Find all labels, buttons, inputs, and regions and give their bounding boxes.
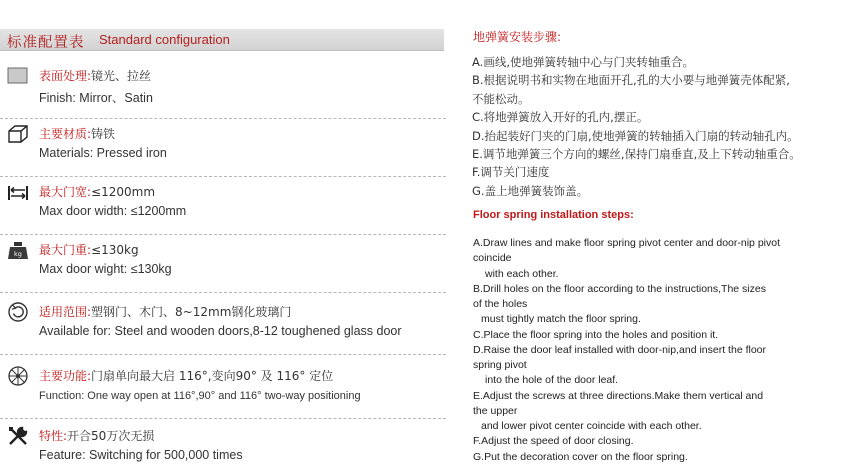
en-step-e: E.Adjust the screws at three directions.Make them vertical and the upper and lower pivot center coincide with each other. xyxy=(473,389,764,432)
finish-swatch-icon xyxy=(7,65,29,87)
materials-label: 主要材质:铸铁 xyxy=(39,127,116,141)
rotate-application-icon xyxy=(7,301,29,323)
zh-step-b: B.根据说明书和实物在地面开孔,孔的大小要与地弹簧壳体配紧, xyxy=(472,73,790,88)
en-step-c: C.Place the floor spring into the holes and position it. xyxy=(473,328,719,341)
application-english: Available for: Steel and wooden doors,8-12 toughened glass door xyxy=(39,324,402,338)
installation-steps-en xyxy=(473,236,818,465)
config-row-feature xyxy=(0,421,446,469)
function-wheel-icon xyxy=(7,365,29,387)
door-weight-label: 最大门重:≤130kg xyxy=(39,243,139,257)
row-divider xyxy=(0,292,446,293)
door-width-icon xyxy=(7,181,29,203)
zh-step-a: A.画线,使地弹簧转轴中心与门夹转轴重合。 xyxy=(472,55,694,69)
row-divider xyxy=(0,418,446,419)
material-box-icon xyxy=(7,123,29,145)
header-title-zh: 标准配置表 xyxy=(7,35,85,51)
door-weight-english: Max door wight: ≤130kg xyxy=(39,262,172,276)
config-row-door-weight xyxy=(0,235,446,293)
installation-title-zh: 地弹簧安装步骤: xyxy=(473,30,562,44)
config-row-finish xyxy=(0,61,446,119)
en-step-b: B.Drill holes on the floor according to the instructions,The sizes of the holes must tightly match the floor spring. xyxy=(473,282,766,326)
finish-label: 表面处理:镜光、拉丝 xyxy=(39,69,152,83)
installation-steps-zh xyxy=(472,53,863,200)
function-english: Function: One way open at 116°,90° and 116° two-way positioning xyxy=(39,390,361,402)
config-row-function xyxy=(0,361,446,419)
en-step-a: A.Draw lines and make floor spring pivot center and door-nip pivot coincide with each other. xyxy=(473,237,780,280)
zh-step-g: G.盖上地弹簧装饰盖。 xyxy=(472,183,589,198)
en-step-f: F.Adjust the speed of door closing. xyxy=(473,435,634,448)
weight-kg-icon xyxy=(7,239,29,261)
zh-step-c: C.将地弹簧放入开好的孔内,摆正。 xyxy=(472,110,649,125)
application-label: 适用范围:塑钢门、木门、8~12mm钢化玻璃门 xyxy=(39,305,292,319)
function-label: 主要功能:门扇单向最大启 116°,变向90° 及 116° 定位 xyxy=(39,369,334,383)
zh-step-b-cont: 不能松动。 xyxy=(472,91,530,106)
tools-feature-icon xyxy=(7,425,29,447)
door-width-label: 最大门宽:≤1200mm xyxy=(39,185,156,199)
row-divider xyxy=(0,354,446,355)
en-step-d: D.Raise the door leaf installed with door-nip,and insert the floor spring pivot into the hole of the door leaf. xyxy=(473,343,766,387)
config-row-door-width xyxy=(0,177,446,235)
en-step-g: G.Put the decoration cover on the floor spring. xyxy=(473,450,688,463)
finish-english: Finish: Mirror、Satin xyxy=(39,91,153,105)
installation-title-en: Floor spring installation steps: xyxy=(473,209,634,221)
materials-english: Materials: Pressed iron xyxy=(39,146,167,160)
config-row-application xyxy=(0,297,446,355)
zh-step-f: F.调节关门速度 xyxy=(472,165,550,180)
zh-step-e: E.调节地弹簧三个方向的螺丝,保持门扇垂直,及上下转动轴重合。 xyxy=(472,147,801,162)
installation-steps-panel xyxy=(462,0,862,469)
header-title-en: Standard configuration xyxy=(99,32,230,47)
feature-english: Feature: Switching for 500,000 times xyxy=(39,448,243,462)
feature-label: 特性:开合50万次无损 xyxy=(39,429,155,443)
door-width-english: Max door width: ≤1200mm xyxy=(39,204,187,218)
configuration-header xyxy=(0,29,444,51)
config-row-materials xyxy=(0,119,446,177)
svg-text:kg: kg xyxy=(14,250,22,258)
zh-step-d: D.抬起装好门夹的门扇,使地弹簧的转轴插入门扇的转动轴孔内。 xyxy=(472,128,799,143)
